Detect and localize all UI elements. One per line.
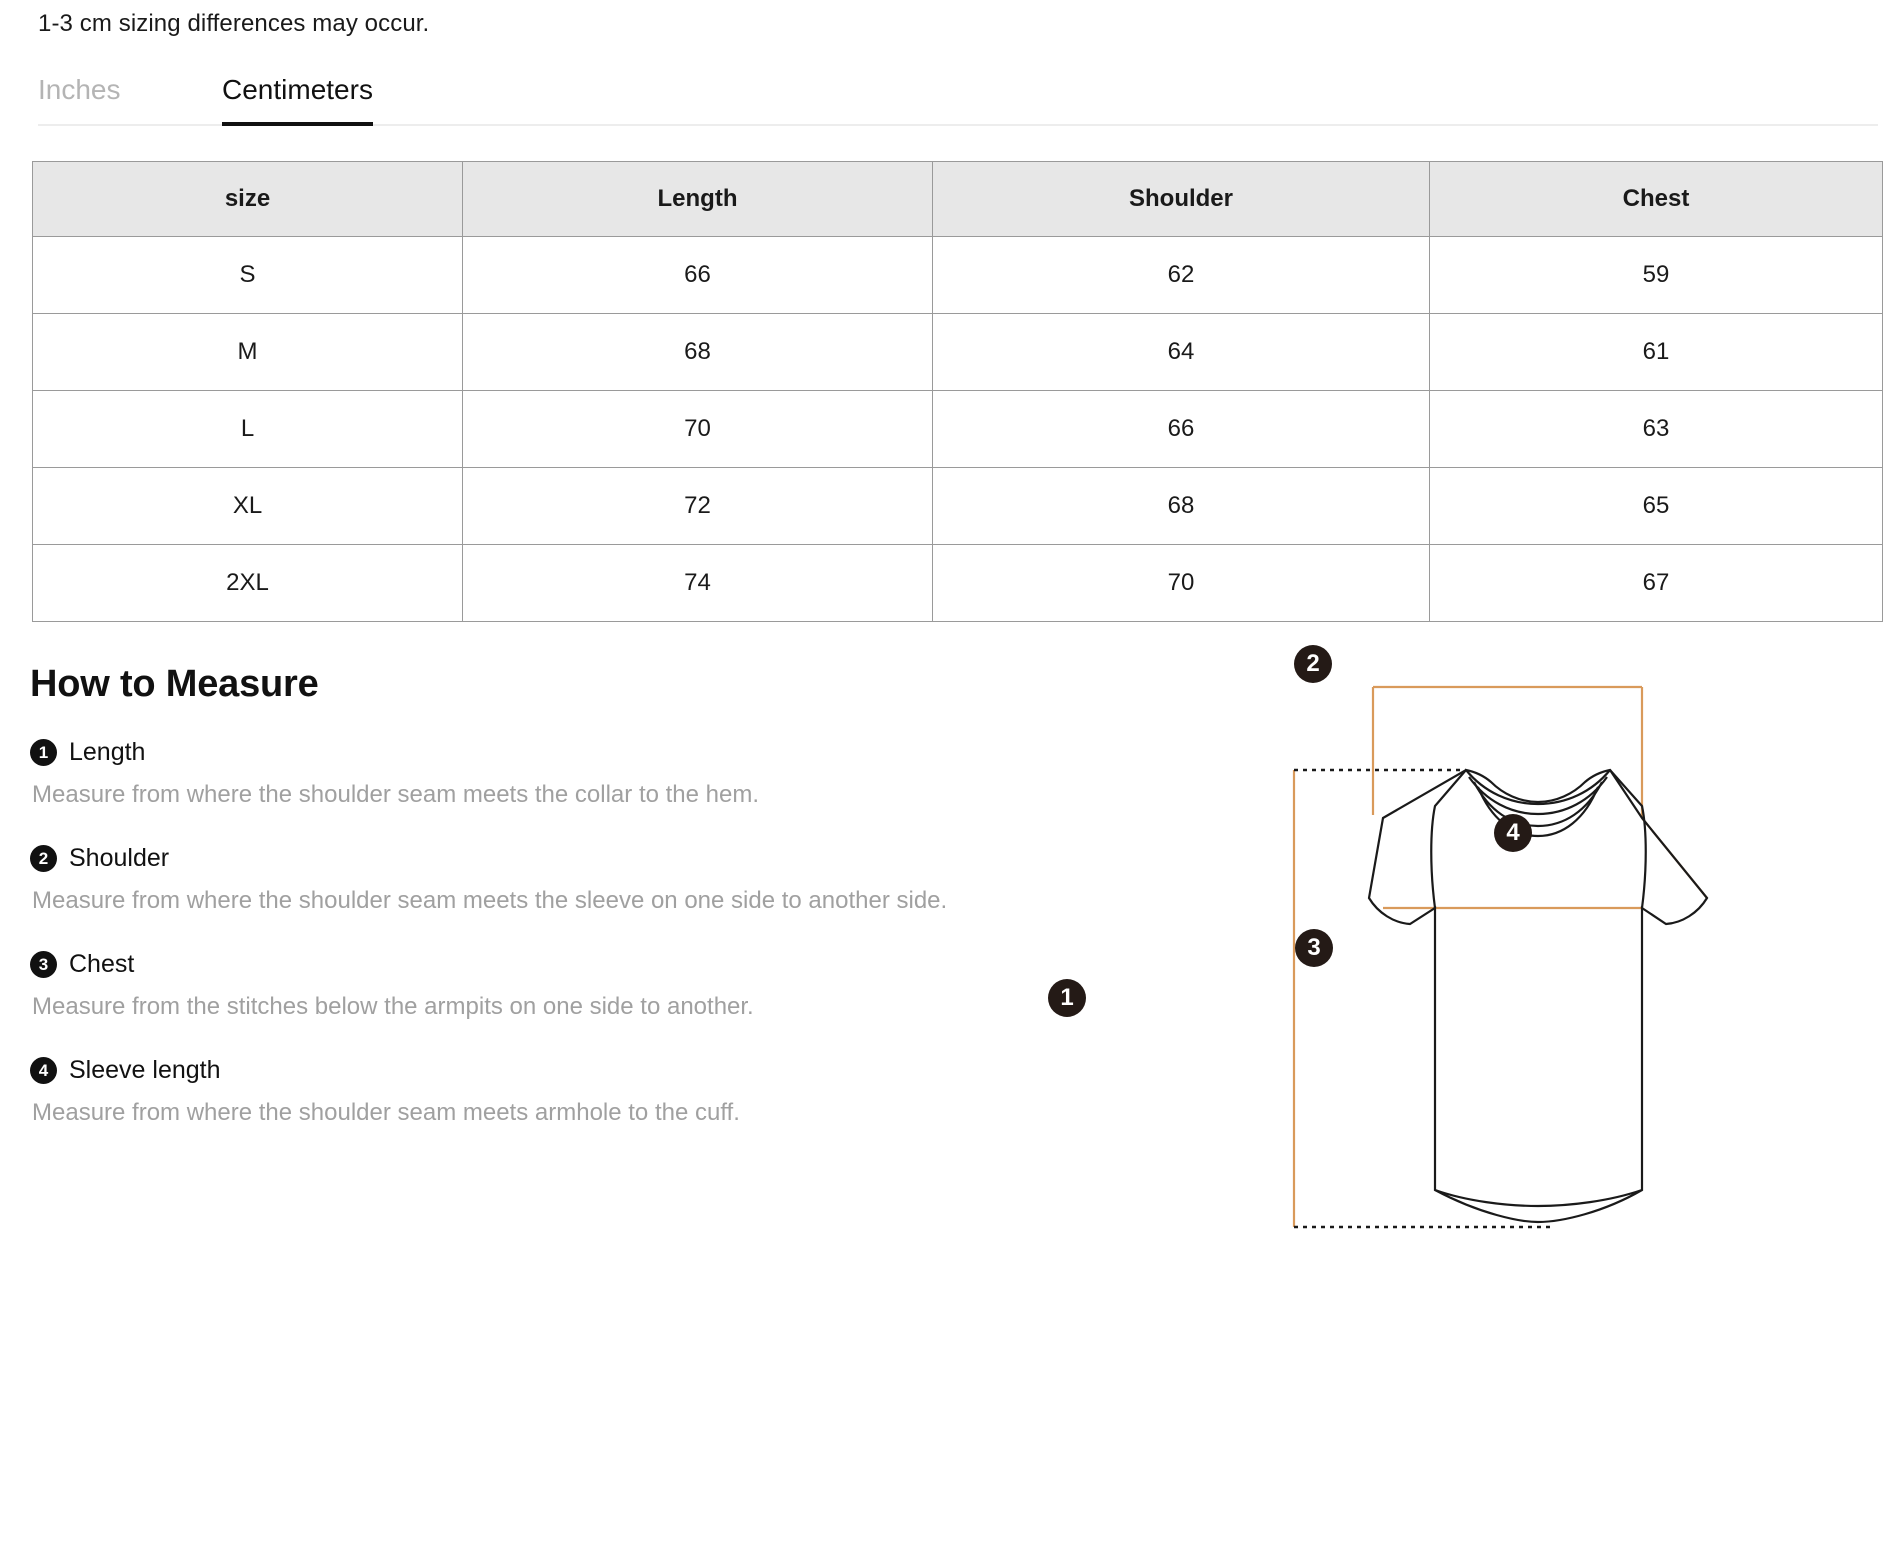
size-chart-table [32, 161, 1883, 622]
column-header-chest: Chest [1430, 162, 1883, 237]
cell-shoulder: 66 [933, 391, 1430, 468]
table-header [33, 162, 1883, 237]
step-label-chest: Chest [69, 949, 135, 978]
how-to-measure-steps [30, 735, 1190, 1159]
step-label-length: Length [69, 737, 146, 766]
table-header-row [33, 162, 1883, 237]
step-label-sleeve-length: Sleeve length [69, 1055, 221, 1084]
tab-centimeters[interactable]: Centimeters [222, 72, 373, 126]
cell-length: 72 [463, 468, 933, 545]
tshirt-measurement-diagram [1060, 630, 1900, 1250]
cell-length: 70 [463, 391, 933, 468]
cell-size: M [33, 314, 463, 391]
step-description-shoulder: Measure from where the shoulder seam meets the sleeve on one side to another side. [32, 887, 948, 914]
diagram-badge-3: 3 [1295, 929, 1333, 967]
how-to-measure-title: How to Measure [30, 663, 319, 705]
cell-shoulder: 70 [933, 545, 1430, 622]
step-header-shoulder [30, 841, 1190, 875]
diagram-badge-2: 2 [1294, 645, 1332, 683]
cell-chest: 59 [1430, 237, 1883, 314]
cell-shoulder: 64 [933, 314, 1430, 391]
column-header-size: size [33, 162, 463, 237]
table-row [33, 545, 1883, 622]
column-header-shoulder: Shoulder [933, 162, 1430, 237]
step-header-chest [30, 947, 1190, 981]
cell-size: S [33, 237, 463, 314]
cell-size: XL [33, 468, 463, 545]
step-number-badge-3: 3 [30, 951, 57, 978]
cell-shoulder: 68 [933, 468, 1430, 545]
diagram-badge-4: 4 [1494, 814, 1532, 852]
cell-chest: 67 [1430, 545, 1883, 622]
step-header-length [30, 735, 1190, 769]
cell-size: 2XL [33, 545, 463, 622]
cell-length: 68 [463, 314, 933, 391]
step-header-sleeve-length [30, 1053, 1190, 1087]
step-number-badge-1: 1 [30, 739, 57, 766]
step-description-sleeve-length: Measure from where the shoulder seam meets armhole to the cuff. [32, 1099, 740, 1126]
cell-chest: 63 [1430, 391, 1883, 468]
cell-length: 66 [463, 237, 933, 314]
tab-inches[interactable]: Inches [38, 74, 121, 105]
cell-size: L [33, 391, 463, 468]
table-row [33, 468, 1883, 545]
cell-chest: 61 [1430, 314, 1883, 391]
sizing-notice: 1-3 cm sizing differences may occur. [38, 10, 430, 37]
cell-shoulder: 62 [933, 237, 1430, 314]
unit-tabs [38, 72, 1878, 126]
diagram-badge-1: 1 [1048, 979, 1086, 1017]
cell-length: 74 [463, 545, 933, 622]
column-header-length: Length [463, 162, 933, 237]
cell-chest: 65 [1430, 468, 1883, 545]
table-row [33, 237, 1883, 314]
step-number-badge-4: 4 [30, 1057, 57, 1084]
tshirt-diagram-svg [1270, 630, 1900, 1250]
tshirt-outline [1369, 770, 1707, 1222]
step-description-chest: Measure from the stitches below the armpits on one side to another. [32, 993, 754, 1020]
step-number-badge-2: 2 [30, 845, 57, 872]
step-label-shoulder: Shoulder [69, 843, 170, 872]
table-body [33, 237, 1883, 622]
table-row [33, 314, 1883, 391]
table-row [33, 391, 1883, 468]
step-description-length: Measure from where the shoulder seam meets the collar to the hem. [32, 781, 760, 808]
